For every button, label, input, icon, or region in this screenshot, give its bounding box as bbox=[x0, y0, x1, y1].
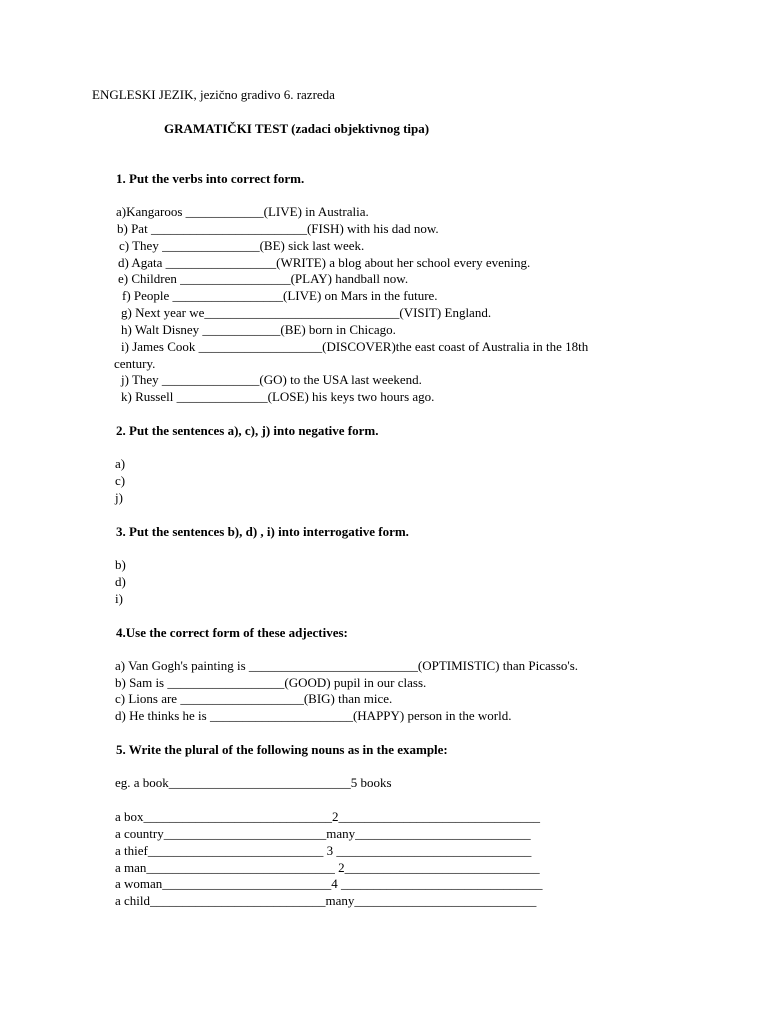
section-3-heading: 3. Put the sentences b), d) , i) into interrogative form. bbox=[116, 524, 409, 539]
exercise-item-continuation: century. bbox=[114, 356, 156, 371]
noun-item: a box_____________________________2_______________________________ bbox=[115, 809, 541, 824]
exercise-item: d) Agata _________________(WRITE) a blog about her school every evening. bbox=[118, 255, 531, 270]
exercise-item: d) He thinks he is ______________________(HAPPY) person in the world. bbox=[115, 708, 512, 723]
exercise-item: a)Kangaroos ____________(LIVE) in Australia. bbox=[116, 204, 369, 219]
exercise-item: g) Next year we______________________________(VISIT) England. bbox=[121, 305, 492, 320]
noun-item: a thief___________________________ 3 ______________________________ bbox=[115, 843, 532, 858]
example-line: eg. a book____________________________5 books bbox=[115, 775, 392, 790]
section-1-heading: 1. Put the verbs into correct form. bbox=[116, 171, 305, 186]
exercise-item: c) They _______________(BE) sick last week. bbox=[119, 238, 365, 253]
page-title: GRAMATIČKI TEST (zadaci objektivnog tipa) bbox=[164, 121, 430, 136]
section-4-heading: 4.Use the correct form of these adjectives: bbox=[116, 625, 348, 640]
exercise-item: i) James Cook ___________________(DISCOVER)the east coast of Australia in the 18th bbox=[121, 339, 589, 354]
section-2-heading: 2. Put the sentences a), c), j) into negative form. bbox=[116, 423, 379, 438]
section-5-heading: 5. Write the plural of the following nouns as in the example: bbox=[116, 742, 448, 757]
exercise-item: c) Lions are ___________________(BIG) than mice. bbox=[115, 691, 393, 706]
document-header: ENGLESKI JEZIK, jezično gradivo 6. razreda bbox=[92, 87, 335, 102]
answer-line-label: j) bbox=[115, 490, 123, 505]
noun-item: a woman__________________________4 _______________________________ bbox=[115, 876, 543, 891]
exercise-item: b) Sam is __________________(GOOD) pupil in our class. bbox=[115, 675, 427, 690]
answer-line-label: a) bbox=[115, 456, 126, 471]
exercise-item: a) Van Gogh's painting is __________________________(OPTIMISTIC) than Picasso's. bbox=[115, 658, 579, 673]
noun-item: a child___________________________many____________________________ bbox=[115, 893, 537, 908]
exercise-item: h) Walt Disney ____________(BE) born in Chicago. bbox=[121, 322, 396, 337]
noun-item: a man_____________________________ 2______________________________ bbox=[115, 860, 540, 875]
exercise-item: f) People _________________(LIVE) on Mars in the future. bbox=[122, 288, 438, 303]
noun-item: a country_________________________many___________________________ bbox=[115, 826, 531, 841]
exercise-item: j) They _______________(GO) to the USA last weekend. bbox=[121, 372, 422, 387]
exercise-item: e) Children _________________(PLAY) handball now. bbox=[118, 271, 409, 286]
exercise-item: b) Pat ________________________(FISH) with his dad now. bbox=[117, 221, 439, 236]
answer-line-label: d) bbox=[115, 574, 126, 589]
exercise-item: k) Russell ______________(LOSE) his keys two hours ago. bbox=[121, 389, 435, 404]
answer-line-label: b) bbox=[115, 557, 126, 572]
answer-line-label: i) bbox=[115, 591, 123, 606]
answer-line-label: c) bbox=[115, 473, 126, 488]
